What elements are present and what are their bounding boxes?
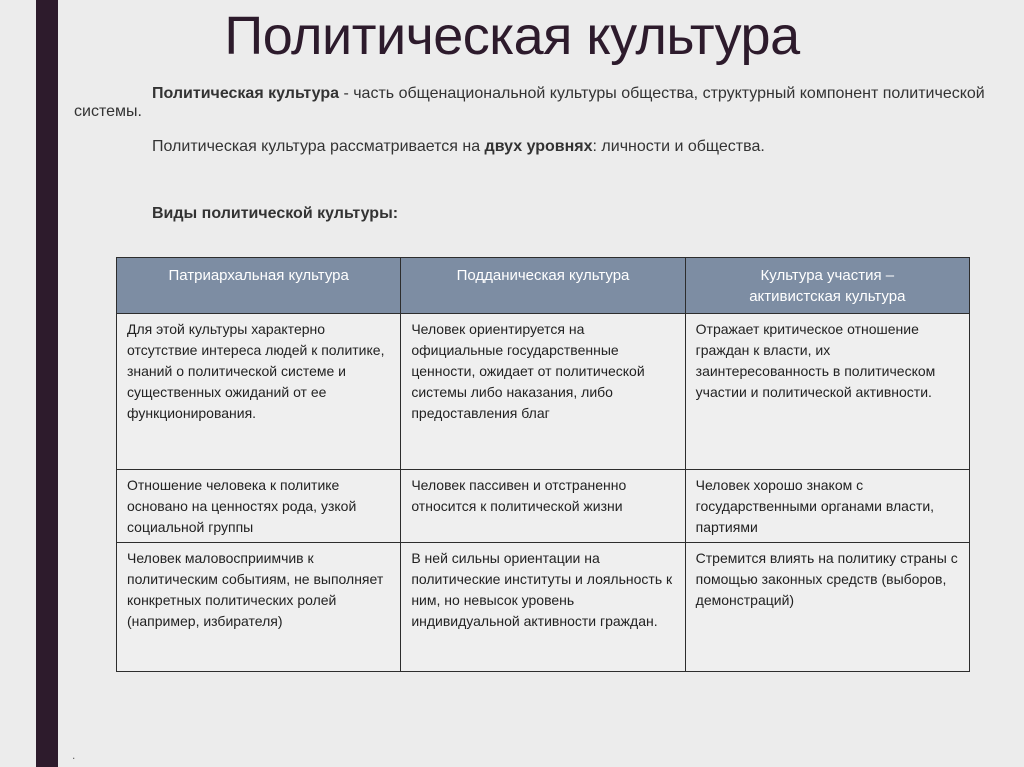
header-subject: Подданическая культура — [401, 258, 685, 314]
table-cell: Человек маловосприимчив к политическим событиям, не выполняет конкретных политических ролей (например, избирателя) — [117, 543, 401, 672]
header-participant: Культура участия – активистская культура — [685, 258, 969, 314]
table-cell: В ней сильны ориентации на политические институты и лояльность к ним, но невысок уровень индивидуальной активности граждан. — [401, 543, 685, 672]
table-row — [117, 314, 970, 470]
footer-mark: . — [72, 748, 76, 762]
table-row — [117, 470, 970, 543]
levels-suffix: : личности и общества. — [592, 138, 765, 155]
definition-paragraph — [74, 85, 994, 121]
table-cell: Отношение человека к политике основано на ценностях рода, узкой социальной группы — [117, 470, 401, 543]
table-cell: Человек ориентируется на официальные государственные ценности, ожидает от политической системы либо наказания, либо предоставления благ — [401, 314, 685, 470]
table-row — [117, 543, 970, 672]
levels-bold: двух уровнях — [484, 138, 593, 155]
table-cell: Для этой культуры характерно отсутствие интереса людей к политике, знаний о политической системе и существенных ожиданий от ее функционирования. — [117, 314, 401, 470]
definition-term: Политическая культура — [152, 85, 339, 102]
types-subheading: Виды политической культуры: — [152, 205, 399, 222]
header-patriarchal: Патриархальная культура — [117, 258, 401, 314]
table-cell: Человек хорошо знаком с государственными органами власти, партиями — [685, 470, 969, 543]
culture-types-table — [116, 257, 970, 672]
page-title: Политическая культура — [224, 6, 800, 66]
levels-prefix: Политическая культура рассматривается на — [152, 138, 485, 155]
levels-paragraph — [74, 138, 994, 156]
table-cell: Человек пассивен и отстраненно относится к политической жизни — [401, 470, 685, 543]
table-cell: Стремится влиять на политику страны с помощью законных средств (выборов, демонстраций) — [685, 543, 969, 672]
table-header-row — [117, 258, 970, 314]
left-accent-bar — [36, 0, 58, 767]
definition-text: - часть общенациональной культуры общества, структурный компонент политической системы. — [74, 85, 985, 120]
table-cell: Отражает критическое отношение граждан к власти, их заинтересованность в политическом участии и политической активности. — [685, 314, 969, 470]
